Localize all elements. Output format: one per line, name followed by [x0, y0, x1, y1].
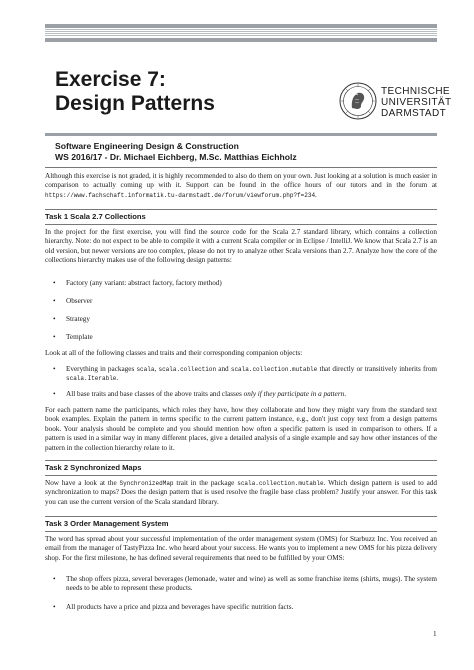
divider: [45, 167, 437, 168]
semester-authors: WS 2016/17 - Dr. Michael Eichberg, M.Sc. Matthias Eichholz: [55, 152, 297, 162]
page-title: [55, 68, 215, 116]
task-2-paragraph: Now have a look at the SynchronizedMap trait in the package scala.collection.mutable. Which design pattern is used to add synchronization to maps? Does the design pattern that is used resolve the fragile base class problem? Justify your answer. For this task you can use the current version of the Scala standard library.: [45, 479, 437, 506]
course-info: [55, 141, 297, 163]
task-1-paragraph-3: For each pattern name the participants, which roles they have, how they collaborate and how they might vary from the standard text book examples. Explain the pattern in terms specific to the current pattern instance, e.g., don't just copy text from a design patterns book. Your analysis should be complete and you should mention how often a specific pattern is used in comparison to others. If a pattern is used in a similar way in many different places, give a detailed analysis of a single example and say how other instances of the pattern in the collection hierarchy relate to it.: [45, 406, 437, 452]
intro-paragraph: Although this exercise is not graded, it is highly recommended to also do them on your own. Just looking at a solution is much easier in comparison to actually coming up with it. Support can be found in the office hours of our tutors and in the forum at https://www.fachschaft.informatik.tu-darmstadt.de/forum/viewforum.php?f=234.: [45, 172, 437, 199]
divider: [45, 475, 437, 476]
forum-link[interactable]: https://www.fachschaft.informatik.tu-darmstadt.de/forum/viewforum.php?f=234: [45, 191, 316, 199]
page-number: 1: [433, 630, 437, 638]
divider: [45, 224, 437, 225]
header-bar-bottom: [45, 38, 437, 42]
divider: [45, 209, 437, 210]
divider: [45, 460, 437, 461]
university-line-2: UNIVERSITÄT: [381, 97, 452, 108]
task-1-paragraph-2: Look at all of the following classes and traits and their corresponding companion objects:: [45, 349, 303, 357]
header-stripes: [45, 29, 437, 37]
title-line-2: Design Patterns: [55, 92, 215, 115]
title-line-1: Exercise 7:: [55, 68, 166, 91]
course-title: Software Engineering Design & Construction: [55, 141, 239, 151]
divider: [45, 531, 437, 532]
task-2-heading: Task 2 Synchronized Maps: [45, 463, 142, 472]
university-line-1: TECHNISCHE: [381, 86, 451, 97]
task-1-heading: Task 1 Scala 2.7 Collections: [45, 212, 146, 221]
header-separator: [45, 133, 437, 136]
divider: [45, 516, 437, 517]
task-3-heading: Task 3 Order Management System: [45, 519, 169, 528]
university-wordmark: [381, 86, 452, 119]
university-line-3: DARMSTADT: [381, 108, 447, 119]
header-bar-top: [45, 24, 437, 28]
task-3-paragraph: The word has spread about your successful implementation of the order management system (OMS) for Starbuzz Inc. You received an email from the manager of TastyPizza Inc. who heard about your success. He wants you to implement a new OMS for his pizza delivery shop. For the first milestone, he has defined several requirements that need to be fulfilled by your OMS:: [45, 535, 437, 562]
task-1-paragraph-1: In the project for the first exercise, you will find the source code for the Scala 2.7 standard library, which contains a collection hierarchy. Note: do not expect to be able to compile it with a current Scala compiler or in Eclipse / IntelliJ. We know that Scala 2.7 is an old version, but newer versions are too complex, please do not try to analyze other Scala versions than 2.7. Analyze how the core of the collections hierarchy makes use of the following design patterns:: [45, 228, 437, 265]
university-seal-logo: [339, 82, 377, 120]
